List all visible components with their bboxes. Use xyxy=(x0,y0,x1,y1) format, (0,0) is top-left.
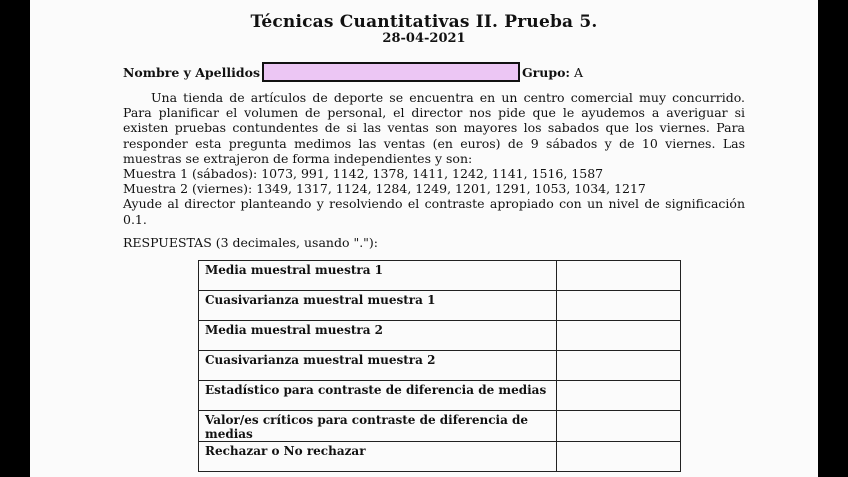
answer-label: Valor/es críticos para contraste de diferencia de medias xyxy=(199,411,557,442)
answer-label: Media muestral muestra 1 xyxy=(199,261,557,291)
answer-label: Cuasivarianza muestral muestra 2 xyxy=(199,351,557,381)
answer-label: Estadístico para contraste de diferencia de medias xyxy=(199,381,557,411)
sample-1: Muestra 1 (sábados): 1073, 991, 1142, 1378, 1411, 1242, 1141, 1516, 1587 xyxy=(123,166,604,182)
sample-2: Muestra 2 (viernes): 1349, 1317, 1124, 1284, 1249, 1201, 1291, 1053, 1034, 1217 xyxy=(123,181,646,197)
problem-statement xyxy=(123,90,745,227)
answers-title: RESPUESTAS (3 decimales, usando "."): xyxy=(123,235,379,250)
answer-cell[interactable] xyxy=(557,381,681,411)
student-info-row xyxy=(123,60,583,84)
table-row xyxy=(199,261,681,291)
answer-cell[interactable] xyxy=(557,411,681,442)
answer-cell[interactable] xyxy=(557,261,681,291)
page-title: Técnicas Cuantitativas II. Prueba 5. xyxy=(250,12,598,32)
answer-label: Media muestral muestra 2 xyxy=(199,321,557,351)
table-row xyxy=(199,381,681,411)
table-row xyxy=(199,351,681,381)
answer-cell[interactable] xyxy=(557,351,681,381)
name-field-redacted xyxy=(262,62,520,82)
instruction: Ayude al director planteando y resolviendo el contraste apropiado con un nivel de significación 0.1. xyxy=(123,196,745,227)
table-row xyxy=(199,442,681,472)
table-row xyxy=(199,291,681,321)
name-label: Nombre y Apellidos xyxy=(123,64,260,80)
group-label: Grupo: xyxy=(522,64,571,80)
answer-cell[interactable] xyxy=(557,442,681,472)
answer-cell[interactable] xyxy=(557,291,681,321)
table-row xyxy=(199,321,681,351)
document-page xyxy=(30,0,818,477)
exam-date: 28-04-2021 xyxy=(382,31,466,46)
answers-table xyxy=(198,260,681,472)
answer-label: Rechazar o No rechazar xyxy=(199,442,557,472)
problem-paragraph: Una tienda de artículos de deporte se encuentra en un centro comercial muy concurrido. Para planificar el volumen de personal, el director nos pide que le ayudemos a averiguar si existen pruebas contundentes de si las ventas son mayores los sabados que los viernes. Para responder esta pregunta medimos las ventas (en euros) de 9 sábados y de 10 viernes. Las muestras se extrajeron de forma independientes y son: xyxy=(123,90,745,166)
group-value: A xyxy=(574,64,584,80)
answer-label: Cuasivarianza muestral muestra 1 xyxy=(199,291,557,321)
answer-cell[interactable] xyxy=(557,321,681,351)
table-row xyxy=(199,411,681,442)
